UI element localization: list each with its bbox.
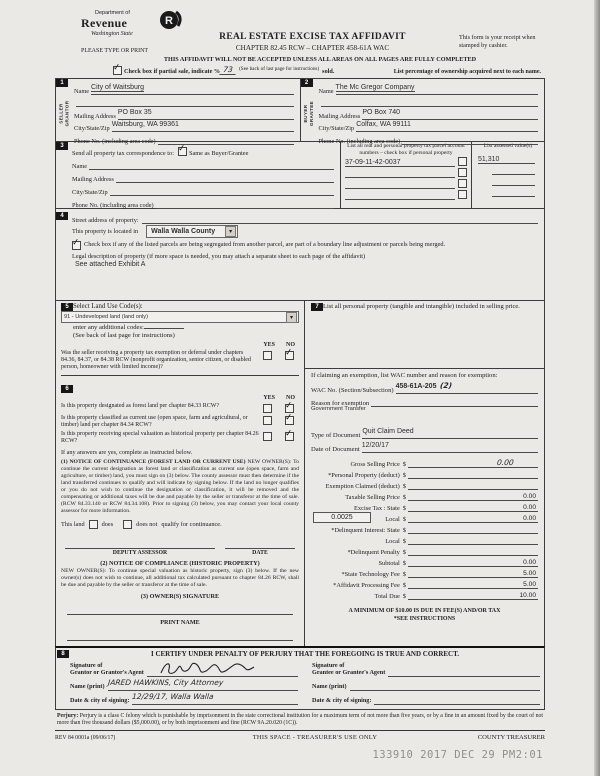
q1-yes-checkbox[interactable] — [263, 404, 272, 413]
section-6-number: 6 — [61, 385, 73, 393]
excise-state-field — [408, 504, 538, 512]
property-location-section — [55, 209, 545, 301]
fee-row-processing-fee — [311, 578, 538, 589]
q1-no-checkbox[interactable] — [285, 404, 294, 413]
tax-correspondence-section — [55, 141, 545, 209]
does-not-checkbox[interactable] — [123, 520, 132, 529]
warning-line: THIS AFFIDAVIT WILL NOT BE ACCEPTED UNLESS ALL AREAS ON ALL PAGES ARE FULLY COMPLETED — [163, 56, 477, 63]
county-dropdown[interactable] — [146, 225, 238, 238]
does-checkbox[interactable] — [89, 520, 98, 529]
additional-codes-label: enter any additional codes: — [73, 324, 144, 331]
see-back-note: (See back of last page for instructions) — [239, 66, 320, 72]
fee-row-total — [311, 589, 538, 600]
buyer-city-label: City/State/Zip — [318, 125, 355, 132]
fee-label: Excise Tax : State — [354, 505, 400, 512]
grantor-agent-text: Grantor or Grantor's Agent — [70, 669, 144, 677]
corr-city-label: City/State/Zip — [72, 189, 108, 196]
doc-date-label: Date of Document — [311, 446, 360, 453]
additional-codes-row — [73, 324, 299, 331]
dollar-sign: $ — [402, 549, 406, 556]
assessed-field-4[interactable] — [492, 196, 535, 197]
deputy-assessor-signature-field[interactable] — [65, 539, 215, 549]
corr-city-field[interactable] — [110, 195, 334, 196]
fee-row-exemption — [311, 479, 538, 490]
excise-local-field — [408, 515, 538, 523]
dollar-sign: $ — [402, 461, 406, 468]
buyer-box — [301, 79, 545, 145]
buyer-city-field[interactable] — [356, 113, 538, 132]
gross-selling-price-field[interactable] — [408, 458, 538, 468]
additional-codes-field[interactable] — [144, 328, 184, 329]
certify-statement: I CERTIFY UNDER PENALTY OF PERJURY THAT THE FOREGOING IS TRUE AND CORRECT. — [150, 650, 459, 658]
fee-row-penalty — [311, 545, 538, 556]
seller-city-field[interactable] — [112, 113, 294, 132]
certification-section — [55, 646, 545, 710]
s5-yes-no-header — [61, 342, 299, 348]
same-as-buyer-label: Same as Buyer/Grantee — [188, 150, 249, 157]
fee-value: 0.00 — [523, 504, 536, 511]
fee-label: *Delinquent Interest: State — [331, 527, 400, 534]
parcel-personal-checkbox-2[interactable] — [458, 168, 467, 177]
q3-yes-checkbox[interactable] — [263, 432, 272, 441]
historical-question: Is this property receiving special valuation as historical property per chapter 84.26 RCW? — [61, 430, 259, 445]
buyer-name-field[interactable] — [336, 76, 538, 95]
print-name-field[interactable] — [67, 630, 293, 641]
segregated-checkbox[interactable] — [72, 241, 81, 250]
assessed-field-2[interactable] — [492, 174, 535, 175]
assessed-value-field[interactable]: 51,310 — [478, 156, 535, 164]
corr-name-field[interactable] — [89, 169, 334, 170]
fee-value: 5.00 — [523, 570, 536, 577]
seller-side-label — [57, 87, 71, 139]
legal-description-value[interactable]: See attached Exhibit A — [75, 261, 146, 268]
grantee-name-print-field[interactable] — [350, 690, 540, 691]
signature-of-text: Signature of — [312, 661, 345, 669]
fee-row-local — [311, 512, 538, 523]
dollar-sign: $ — [402, 516, 406, 523]
seller-name-field[interactable] — [91, 76, 293, 95]
fee-label: *Delinquent Penalty — [347, 549, 400, 556]
exemption-question: Was the seller receiving a property tax exemption or deferral under chapters 84.36, 84.37, or 84.38 RCW (nonprofit organization, senior citizen, or disabled person, homeowner with limited income)? — [61, 350, 251, 371]
parcel-personal-checkbox-3[interactable] — [458, 179, 467, 188]
same-as-buyer-checkbox[interactable] — [178, 147, 187, 156]
correspondence-column — [56, 142, 341, 208]
deputy-assessor-label: DEPUTY ASSESSOR — [112, 549, 168, 556]
logo-revenue-text: Revenue — [81, 16, 128, 30]
historical-row — [61, 431, 299, 445]
fee-label: Total Due — [374, 593, 400, 600]
personal-property-space[interactable] — [311, 310, 538, 368]
fee-row-taxable — [311, 490, 538, 501]
buyer-name-value: The Mc Gregor Company — [335, 83, 415, 91]
parcel-column — [341, 142, 472, 208]
land-use-title: Select Land Use Code(s): — [73, 303, 143, 310]
land-use-code-value: 91 - Undeveloped land (land only) — [64, 314, 148, 320]
section-6-box — [61, 375, 299, 457]
grantor-word: GRANTOR — [64, 100, 70, 126]
signature-of-text: Signature of — [70, 661, 103, 669]
seller-name-value: City of Waitsburg — [91, 83, 145, 91]
wac-number-field[interactable] — [396, 375, 538, 394]
ownership-note: List percentage of ownership acquired next to each name. — [393, 69, 541, 75]
grantee-signature-field[interactable] — [388, 676, 540, 677]
located-in-label: This property is located in — [72, 228, 139, 235]
doc-date-field[interactable] — [362, 434, 538, 453]
date-city-label: Date & city of signing: — [70, 697, 130, 705]
notice1-body: NEW OWNER(S): To continue the current designation as forest land or classification as current use (open space, farm and agriculture, or timber) land, you must sign on (3) below. The county assessor must then determine if the land transferred continues to qualify and will indicate by signing below. If the land no longer qualifies or you do not wish to continue the designation or classification, it will be removed and the compensating or additional taxes will be due and payable by the seller or transferor at the time of sale. (RCW 84.33.140 or RCW 84.34.108). Prior to signing (3) below, you may contact your local county assessor for more information. — [61, 459, 300, 514]
county-value: Walla Walla County — [151, 228, 216, 235]
seller-mailing-value: PO Box 35 — [117, 108, 152, 116]
fee-row-delinquent-local — [311, 534, 538, 545]
corr-mailing-label: Mailing Address — [72, 176, 114, 183]
grantee-sig-label — [312, 662, 385, 678]
date-city-label: Date & city of signing: — [312, 697, 372, 705]
current-use-row — [61, 415, 299, 429]
section-7-number: 7 — [311, 303, 323, 311]
parcel-personal-checkbox-4[interactable] — [458, 190, 467, 199]
treasurer-space-label: THIS SPACE - TREASURER'S USE ONLY — [252, 734, 378, 742]
legal-description-label: Legal description of property (if more space is needed, you may attach a separate sheet to each page of the affidavit) — [72, 253, 366, 260]
date-label: DATE — [252, 549, 268, 556]
minimum-fee-note — [311, 608, 538, 624]
forest-land-question: Is this property designated as forest land per chapter 84.33 RCW? — [61, 402, 220, 409]
doc-date-value: 12/20/17 — [361, 442, 389, 449]
yes-header: YES — [263, 342, 275, 348]
fee-label: Local — [385, 516, 400, 523]
corr-phone-label: Phone No. (including area code) — [72, 202, 154, 209]
form-header — [55, 8, 545, 78]
fee-row-personal — [311, 468, 538, 479]
parcel-field-4[interactable] — [345, 199, 455, 200]
no-header: NO — [286, 394, 295, 401]
personal-property-label: List all personal property (tangible and intangible) included in selling price. — [323, 303, 520, 310]
parties-section — [55, 78, 545, 145]
grantor-date-city-field[interactable] — [132, 686, 298, 705]
no-header: NO — [286, 342, 295, 348]
perjury-body: Perjury is a class C felony which is punishable by imprisonment in the state correctional institution for a maximum term of not more than five years, or by a fine in an amount fixed by the court of not more than five thousand dollars ($5,000.00), or by both imprisonment and fine (RCW 9A.20.020 (1C)). — [57, 713, 544, 727]
assessed-header: List assessed value(s) — [483, 143, 533, 149]
fee-value: 0.00 — [523, 515, 536, 522]
seller-word: SELLER — [58, 102, 64, 124]
fee-label: *State Technology Fee — [341, 571, 400, 578]
dollar-sign: $ — [402, 527, 406, 534]
county-treasurer-label: COUNTY TREASURER — [477, 734, 545, 742]
wac-number-value: 458-61A-205 — [395, 383, 437, 390]
notice2-title: (2) NOTICE OF COMPLIANCE (HISTORIC PROPERTY) — [100, 559, 260, 567]
chevron-down-icon[interactable]: ▾ — [286, 312, 297, 323]
perjury-paragraph — [55, 710, 545, 731]
buyer-phone-field[interactable] — [402, 144, 538, 145]
s6-yes-no-header — [61, 395, 299, 401]
s5-no-checkbox[interactable] — [285, 351, 294, 360]
buyer-city-value: Colfax, WA 99111 — [356, 121, 411, 128]
personal-property-title-row — [311, 303, 538, 310]
perjury-head: Perjury: — [57, 713, 79, 719]
wac-number-label: WAC No. (Section/Subsection) — [311, 387, 394, 394]
fee-label: *Affidavit Processing Fee — [333, 582, 400, 589]
buyer-mailing-label: Mailing Address — [318, 112, 361, 120]
exemption-question-row — [61, 350, 299, 372]
grantee-agent-text: Grantee or Grantee's Agent — [312, 669, 386, 677]
reason-exemption-field[interactable] — [371, 406, 538, 407]
buyer-word: BUYER — [303, 103, 309, 123]
buyer-side-label — [302, 87, 316, 139]
rev-form-number: REV 84 0001a (09/06/17) — [55, 734, 116, 741]
title-block — [175, 32, 450, 53]
segregated-label: Check box if any of the listed parcels are being segregated from another parcel, are part of a boundary line adjustment or parcels being merged. — [84, 241, 446, 248]
yes-header: YES — [263, 394, 275, 401]
page-edge-shadow — [594, 0, 600, 776]
dollar-sign: $ — [402, 494, 406, 501]
total-due-field — [408, 592, 538, 600]
send-correspondence-label: Send all property tax correspondence to: — [72, 150, 174, 157]
receipt-note: This form is your receipt when stamped by cashier. — [459, 34, 536, 49]
cashier-receipt-stamp: 133910 2017 DEC 29 PM2:01 — [372, 749, 543, 762]
q3-no-checkbox[interactable] — [285, 432, 294, 441]
print-name-title: PRINT NAME — [160, 618, 200, 626]
fee-label: Gross Selling Price — [350, 461, 400, 468]
fee-value: 5.00 — [523, 581, 536, 588]
seller-name-label: Name — [74, 87, 90, 95]
fee-row-excise-state — [311, 501, 538, 512]
affidavit-processing-fee-field — [408, 581, 538, 589]
partial-percent-value[interactable]: 73 — [220, 65, 237, 75]
buyer-name-label: Name — [318, 87, 334, 95]
dollar-sign: $ — [402, 560, 406, 567]
corr-name-label: Name — [72, 163, 88, 170]
dollar-sign: $ — [402, 571, 406, 578]
parcel-number-field[interactable]: 37-09-11-42-0037 — [345, 159, 455, 167]
grantee-date-city-field[interactable] — [374, 704, 540, 705]
left-column — [56, 301, 304, 646]
logo-state-text: Washington State — [91, 31, 133, 37]
gross-handwritten-value: 0.00 — [496, 458, 515, 467]
seller-phone-label: Phone No. (including area code) — [74, 137, 156, 145]
local-rate-box: 0.0025 — [313, 512, 371, 523]
exemption-block — [305, 368, 544, 412]
s5-yes-checkbox[interactable] — [263, 351, 272, 360]
subtotal-field — [408, 559, 538, 567]
section-5-number: 5 — [61, 303, 73, 311]
corr-mailing-field[interactable] — [116, 182, 334, 183]
notice1-title: (1) NOTICE OF CONTINUANCE (FOREST LAND OR CURRENT USE) — [61, 459, 246, 466]
does-label: does — [101, 520, 114, 528]
if-yes-instruction: If any answers are yes, complete as instructed below. — [61, 449, 193, 457]
right-column — [304, 301, 544, 646]
q2-no-checkbox[interactable] — [285, 416, 294, 425]
seller-box — [56, 79, 301, 145]
minimum-note-line1: A MINIMUM OF $10.00 IS DUE IN FEE(S) AND/OR TAX — [348, 608, 501, 614]
fee-row-delinquent-state — [311, 523, 538, 534]
fees-table — [311, 457, 538, 600]
partial-sale-line — [113, 65, 545, 75]
logo-dept-text: Department of — [95, 10, 130, 16]
grantee-word: GRANTEE — [308, 100, 314, 126]
buyer-mailing-value: PO Box 740 — [362, 108, 401, 116]
reason-exemption-label: Reason for exemption — [311, 400, 370, 407]
please-type-note: PLEASE TYPE OR PRINT — [81, 48, 149, 54]
grantor-signature-block — [70, 660, 298, 705]
form-subtitle: CHAPTER 82.45 RCW – CHAPTER 458-61A WAC — [235, 43, 390, 52]
this-land-label: This land — [61, 520, 85, 528]
name-print-label: Name (print) — [70, 683, 105, 691]
section-3-number: 3 — [56, 142, 68, 150]
dollar-sign: $ — [402, 505, 406, 512]
section-4-number: 4 — [56, 212, 68, 220]
taxable-selling-price-field — [408, 493, 538, 501]
fee-label: Local — [385, 538, 400, 545]
fee-label: Subtotal — [378, 560, 400, 567]
partial-sale-label: Check box if partial sale, indicate % — [124, 68, 221, 75]
section-2-number: 2 — [301, 79, 313, 87]
fee-value: 0.00 — [523, 559, 536, 566]
owners-signature-field[interactable] — [67, 604, 293, 615]
fee-row-tech-fee — [311, 567, 538, 578]
reeta-form — [55, 8, 545, 761]
parcel-field-2[interactable] — [345, 177, 455, 178]
see-back-instructions: (See back of last page for instructions) — [73, 332, 175, 339]
q2-yes-checkbox[interactable] — [263, 416, 272, 425]
section-1-number: 1 — [56, 79, 68, 87]
middle-columns — [55, 301, 545, 646]
dollar-sign: $ — [402, 472, 406, 479]
doc-type-value: Quit Claim Deed — [362, 428, 414, 435]
qualify-line — [61, 520, 299, 529]
wac-handwritten-subsection: (2) — [440, 381, 454, 390]
minimum-note-line2: *SEE INSTRUCTIONS — [393, 615, 456, 622]
form-title: REAL ESTATE EXCISE TAX AFFIDAVIT — [219, 32, 406, 42]
seller-mailing-label: Mailing Address — [74, 112, 116, 120]
fee-label: Taxable Selling Price — [345, 494, 400, 501]
fee-row-gross — [311, 457, 538, 468]
land-use-dropdown[interactable] — [61, 311, 299, 323]
grantee-signature-block — [312, 660, 540, 705]
dollar-sign: $ — [402, 483, 406, 490]
assessed-value-column — [472, 142, 544, 208]
deputy-date-field[interactable] — [225, 539, 295, 549]
section-8-number: 8 — [57, 650, 69, 658]
land-use-title-row — [61, 303, 299, 310]
svg-text:R: R — [165, 15, 173, 27]
parcel-header: List all real and personal property tax parcel account numbers – check box if personal property — [347, 143, 465, 156]
buyer-phone-label: Phone No. (including area code) — [318, 137, 401, 145]
grantor-name-print-value: JARED HAWKINS, City Attorney — [107, 678, 224, 687]
assessed-field-3[interactable] — [492, 185, 535, 186]
fee-value: 10.00 — [519, 592, 536, 599]
seller-city-value: Waitsburg, WA 99361 — [111, 121, 179, 128]
revenue-swirl-icon — [159, 10, 183, 32]
partial-sale-checkbox[interactable] — [113, 66, 122, 75]
current-use-question: Is this property classified as current use (open space, farm and agricultural, or timber) land per chapter 84.34 RCW? — [61, 414, 248, 428]
grantor-date-city-value: 12/29/17, Walla Walla — [131, 692, 215, 701]
dollar-sign: $ — [402, 582, 406, 589]
dollar-sign: $ — [402, 538, 406, 545]
reason-exemption-value: Government Transfer — [311, 406, 366, 412]
fee-label: *Personal Property (deduct) — [328, 472, 400, 479]
fee-row-subtotal — [311, 556, 538, 567]
does-not-label: does not — [136, 520, 158, 528]
fee-label: Exemption Claimed (deduct) — [325, 483, 400, 490]
street-address-field[interactable] — [142, 223, 538, 224]
seller-city-label: City/State/Zip — [74, 125, 110, 132]
name-print-label: Name (print) — [312, 683, 347, 691]
deputy-assessor-row — [61, 539, 299, 556]
street-address-label: Street address of property: — [72, 217, 139, 224]
dollar-sign: $ — [402, 593, 406, 600]
qualify-label: qualify for continuance. — [161, 520, 222, 528]
footer-row — [55, 734, 545, 741]
parcel-field-3[interactable] — [345, 188, 455, 189]
state-technology-fee-field — [408, 570, 538, 578]
owners-signature-title: (3) OWNER(S) SIGNATURE — [140, 592, 220, 600]
parcel-personal-checkbox-1[interactable] — [458, 157, 467, 166]
exemption-claim-label: If claiming an exemption, list WAC number and reason for exemption: — [311, 372, 498, 379]
notice2-body: NEW OWNER(S): To continue special valuation as historic property, sign (3) below. If the new owner(s) does not wish to continue, all additional tax calculated pursuant to chapter 84.26 RCW, shall be due and payable by the seller or transferor at the time of sale. — [61, 567, 299, 588]
doc-type-label: Type of Document — [311, 432, 361, 439]
fee-value: 0.00 — [523, 493, 536, 500]
forest-land-row — [61, 403, 299, 413]
partial-sold-label: sold. — [322, 68, 335, 75]
chevron-down-icon[interactable]: ▾ — [225, 226, 236, 237]
